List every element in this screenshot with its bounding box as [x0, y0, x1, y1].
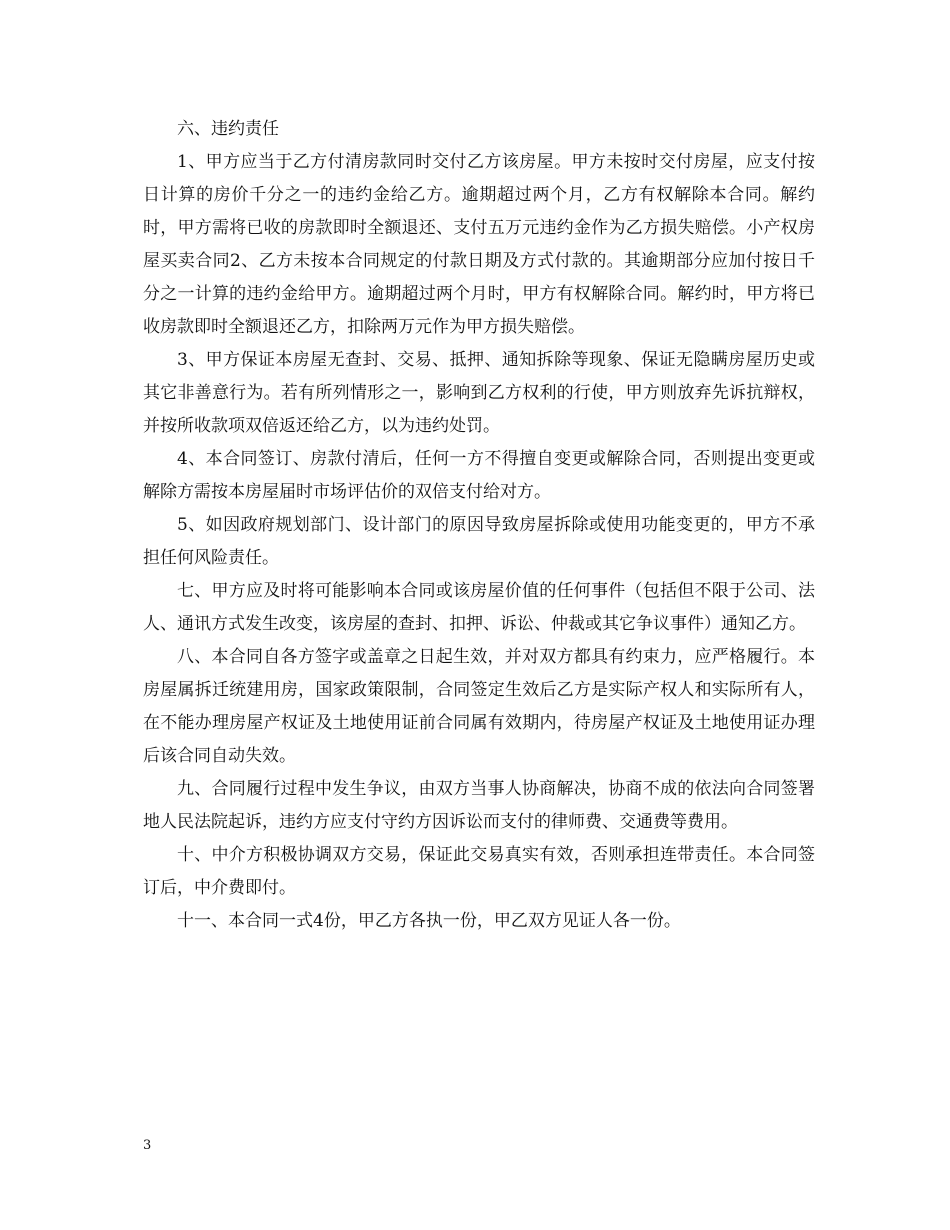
paragraph-section-9: 九、合同履行过程中发生争议，由双方当事人协商解决，协商不成的依法向合同签署地人民法院起诉，违约方应支付守约方因诉讼而支付的律师费、交通费等费用。: [143, 779, 815, 832]
paragraph-clause-1-2: 1、甲方应当于乙方付清房款同时交付乙方该房屋。甲方未按时交付房屋，应支付按日计算的房价千分之一的违约金给乙方。逾期超过两个月，乙方有权解除本合同。解约时，甲方需将已收的房款即时全额退还、支付五万元违约金作为乙方损失赔偿。小产权房屋买卖合同2、乙方未按本合同规定的付款日期及方式付款的。其逾期部分应加付按日千分之一计算的违约金给甲方。逾期超过两个月时，甲方有权解除合同。解约时，甲方将已收房款即时全额退还乙方，扣除两万元作为甲方损失赔偿。: [143, 152, 815, 337]
paragraph-clause-3: 3、甲方保证本房屋无查封、交易、抵押、通知拆除等现象、保证无隐瞒房屋历史或其它非善意行为。若有所列情形之一，影响到乙方权利的行使，甲方则放弃先诉抗辩权，并按所收款项双倍返还给乙方，以为违约处罚。: [143, 350, 815, 436]
paragraph-section-10: 十、中介方积极协调双方交易，保证此交易真实有效，否则承担连带责任。本合同签订后，中介费即付。: [143, 845, 815, 898]
paragraph-section-8: 八、本合同自各方签字或盖章之日起生效，并对双方都具有约束力，应严格履行。本房屋属拆迁统建用房，国家政策限制，合同签定生效后乙方是实际产权人和实际所有人，在不能办理房屋产权证及土地使用证前合同属有效期内，待房屋产权证及土地使用证办理后该合同自动失效。: [143, 647, 815, 766]
paragraph-section-7: 七、甲方应及时将可能影响本合同或该房屋价值的任何事件（包括但不限于公司、法人、通讯方式发生改变，该房屋的查封、扣押、诉讼、仲裁或其它争议事件）通知乙方。: [143, 581, 815, 634]
paragraph-section-11: 十一、本合同一式4份，甲乙方各执一份，甲乙双方见证人各一份。: [177, 911, 681, 931]
document-body: [143, 113, 815, 938]
paragraph-clause-4: 4、本合同签订、房款付清后，任何一方不得擅自变更或解除合同，否则提出变更或解除方需按本房屋届时市场评估价的双倍支付给对方。: [143, 449, 815, 502]
page-number: 3: [143, 1138, 152, 1153]
paragraph-breach-heading: 六、违约责任: [177, 119, 279, 139]
paragraph-clause-5: 5、如因政府规划部门、设计部门的原因导致房屋拆除或使用功能变更的，甲方不承担任何风险责任。: [143, 515, 815, 568]
